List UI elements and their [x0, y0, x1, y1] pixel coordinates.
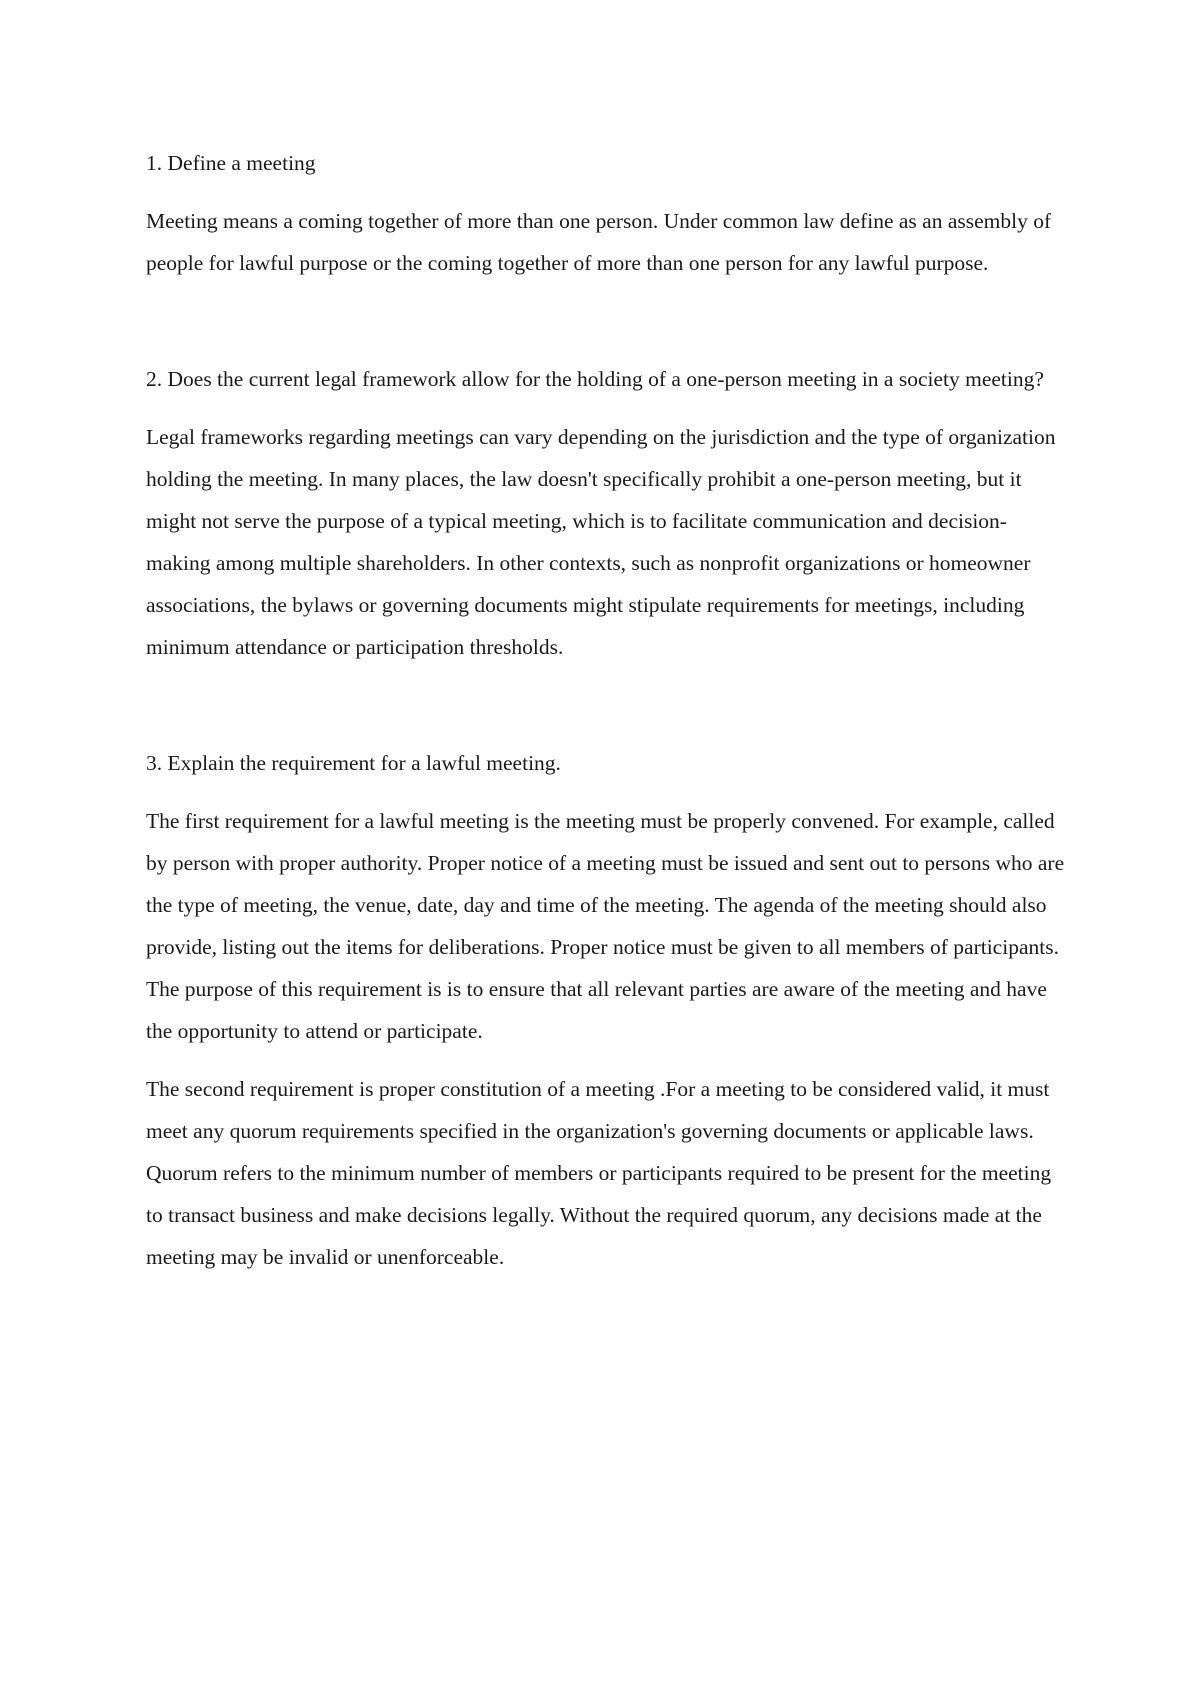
question-3-heading: 3. Explain the requirement for a lawful meeting. — [146, 751, 561, 775]
answer-1-paragraph: Meeting means a coming together of more than one person. Under common law define as an assembly of people for lawful purpose or the coming together of more than one person for any lawful purpose. — [146, 209, 1052, 275]
answer-3-paragraph-1: The first requirement for a lawful meeting is the meeting must be properly convened. For example, called by person with proper authority. Proper notice of a meeting must be issued and sent out to persons who are the type of meeting, the venue, date, day and time of the meeting. The agenda of the meeting should also provide, listing out the items for deliberations. Proper notice must be given to all members of participants. The purpose of this requirement is is to ensure that all relevant parties are aware of the meeting and have the opportunity to attend or participate. — [146, 809, 1065, 1043]
answer-3-paragraph-2: The second requirement is proper constitution of a meeting .For a meeting to be considered valid, it must meet any quorum requirements specified in the organization's governing documents or applicable laws. Quorum refers to the minimum number of members or participants required to be present for the meeting to transact business and make decisions legally. Without the required quorum, any decisions made at the meeting may be invalid or unenforceable. — [146, 1077, 1052, 1269]
question-1-heading: 1. Define a meeting — [146, 151, 316, 175]
answer-2-paragraph: Legal frameworks regarding meetings can vary depending on the jurisdiction and the type of organization holding the meeting. In many places, the law doesn't specifically prohibit a one-person meeting, but it might not serve the purpose of a typical meeting, which is to facilitate communication and decision-making among multiple shareholders. In other contexts, such as nonprofit organizations or homeowner associations, the bylaws or governing documents might stipulate requirements for meetings, including minimum attendance or participation thresholds. — [146, 425, 1056, 659]
document-page — [146, 142, 1066, 1278]
question-2-heading: 2. Does the current legal framework allow for the holding of a one-person meeting in a society meeting? — [146, 367, 1044, 391]
